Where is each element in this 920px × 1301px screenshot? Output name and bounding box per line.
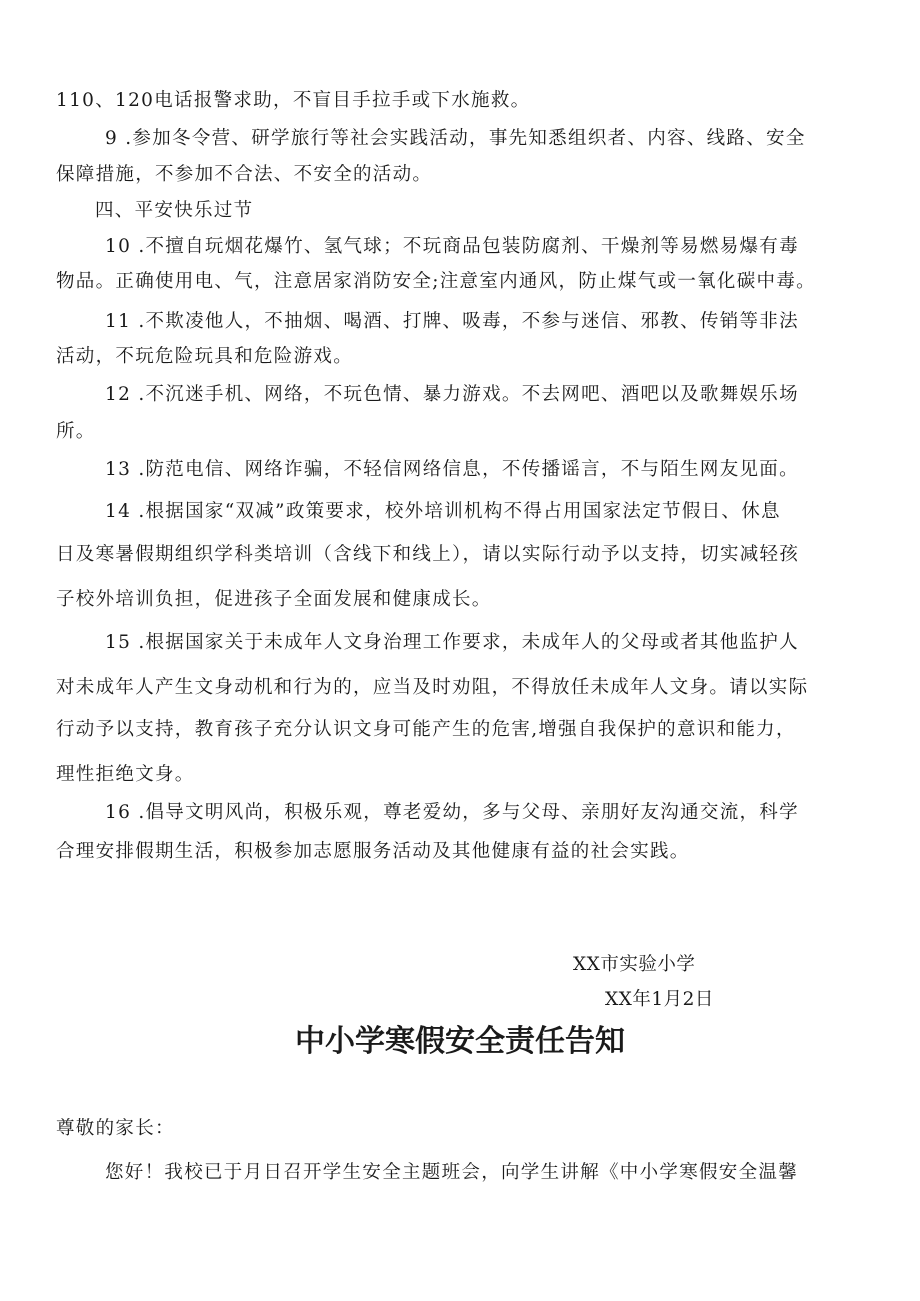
signature-date: XX年1月2日 <box>605 989 714 1010</box>
signature-school: XX市实验小学 <box>573 954 696 975</box>
paragraph-line: 11 .不欺凌他人，不抽烟、喝酒、打牌、吸毒，不参与迷信、邪教、传销等非法 <box>105 311 799 332</box>
section-heading: 四、平安快乐过节 <box>95 200 254 221</box>
paragraph-line: 14 .根据国家“双减”政策要求，校外培训机构不得占用国家法定节假日、休息 <box>105 501 781 522</box>
paragraph-line: 13 .防范电信、网络诈骗，不轻信网络信息，不传播谣言，不与陌生网友见面。 <box>105 459 799 480</box>
paragraph-line: 110、120电话报警求助，不盲目手拉手或下水施救。 <box>56 90 531 111</box>
paragraph-line: 12 .不沉迷手机、网络，不玩色情、暴力游戏。不去网吧、酒吧以及歌舞娱乐场 <box>105 384 799 405</box>
paragraph-line: 子校外培训负担，促进孩子全面发展和健康成长。 <box>56 589 492 610</box>
paragraph-line: 保障措施，不参加不合法、不安全的活动。 <box>56 164 433 185</box>
document-title: 中小学寒假安全责任告知 <box>295 1024 625 1059</box>
paragraph-line: 合理安排假期生活，积极参加志愿服务活动及其他健康有益的社会实践。 <box>56 841 690 862</box>
intro-line: 您好！我校已于月日召开学生安全主题班会，向学生讲解《中小学寒假安全温馨 <box>105 1162 799 1183</box>
paragraph-line: 所。 <box>56 421 96 442</box>
paragraph-line: 日及寒暑假期组织学科类培训（含线下和线上），请以实际行动予以支持，切实减轻孩 <box>56 544 800 565</box>
paragraph-line: 行动予以支持，教育孩子充分认识文身可能产生的危害,增强自我保护的意识和能力， <box>56 719 796 740</box>
paragraph-line: 对未成年人产生文身动机和行为的，应当及时劝阻，不得放任未成年人文身。请以实际 <box>56 677 809 698</box>
paragraph-line: 15 .根据国家关于未成年人文身治理工作要求，未成年人的父母或者其他监护人 <box>105 632 799 653</box>
paragraph-line: 16 .倡导文明风尚，积极乐观，尊老爱幼，多与父母、亲朋好友沟通交流，科学 <box>105 802 799 823</box>
greeting: 尊敬的家长： <box>56 1118 175 1139</box>
paragraph-line: 10 .不擅自玩烟花爆竹、氢气球；不玩商品包装防腐剂、干燥剂等易燃易爆有毒 <box>105 236 799 257</box>
paragraph-line: 9 .参加冬令营、研学旅行等社会实践活动，事先知悉组织者、内容、线路、安全 <box>105 128 806 149</box>
paragraph-line: 理性拒绝文身。 <box>56 764 195 785</box>
paragraph-line: 物品。正确使用电、气，注意居家消防安全;注意室内通风，防止煤气或一氧化碳中毒。 <box>56 271 816 292</box>
paragraph-line: 活动，不玩危险玩具和危险游戏。 <box>56 346 354 367</box>
